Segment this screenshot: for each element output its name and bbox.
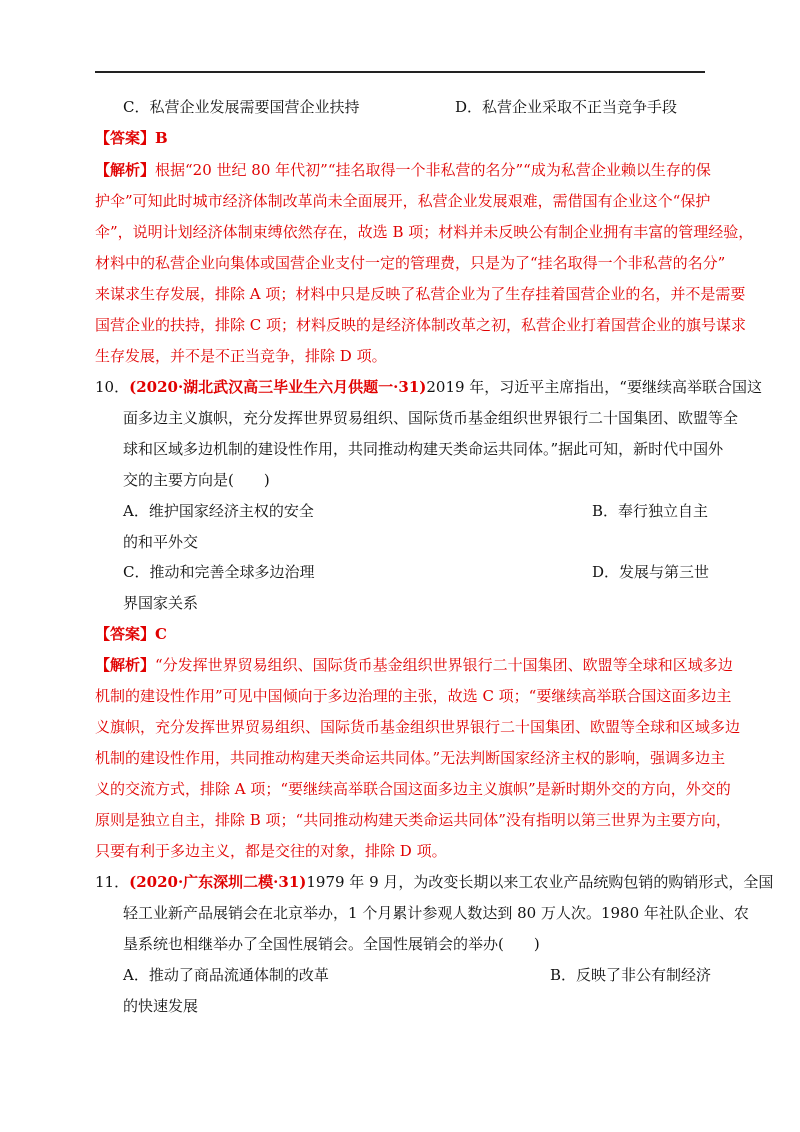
q10-analysis-line: 只要有利于多边主义，都是交往的对象，排除 D 项。 xyxy=(95,842,447,860)
q10-answer xyxy=(95,624,167,644)
q10-option-d: D．发展与第三世 xyxy=(592,563,710,581)
question-source: (2020·广东深圳二模·31) xyxy=(129,873,307,891)
q11-option-b-cont: 的快速发展 xyxy=(123,997,199,1015)
q11-stem-line: 轻工业新产品展销会在北京举办，1 个月累计参观人数达到 80 万人次。1980 年社队企业、农 xyxy=(123,904,749,922)
q10-analysis-line: 机制的建设性作用，共同推动构建天类命运共同体。”无法判断国家经济主权的影响，强调多边主 xyxy=(95,749,726,767)
q10-stem-line: 交的主要方向是( ) xyxy=(123,471,270,489)
q10-stem-line: 面多边主义旗帜，充分发挥世界贸易组织、国际货币基金组织世界银行二十国集团、欧盟等全 xyxy=(123,409,739,427)
answer-tag: 【答案】 xyxy=(95,625,156,643)
q11-stem-line: 垦系统也相继举办了全国性展销会。全国性展销会的举办( ) xyxy=(123,935,540,953)
q10-analysis-line: 机制的建设性作用”可见中国倾向于多边治理的主张，故选 C 项；“要继续高举联合国这面多边主 xyxy=(95,687,732,705)
prev-analysis-line: 生存发展，并不是不正当竞争，排除 D 项。 xyxy=(95,347,387,365)
question-number: 10． xyxy=(95,378,130,396)
q10-option-a: A．维护国家经济主权的安全 xyxy=(123,502,314,520)
prev-analysis-line: 材料中的私营企业向集体或国营企业支付一定的管理费，只是为了“挂名取得一个非私营的名分” xyxy=(95,254,726,272)
q11-stem-line xyxy=(95,872,773,892)
analysis-tag: 【解析】 xyxy=(95,656,156,674)
q10-stem-line: 球和区域多边机制的建设性作用，共同推动构建天类命运共同体。”据此可知，新时代中国外 xyxy=(123,440,724,458)
q10-option-b-cont: 的和平外交 xyxy=(123,533,199,551)
prev-analysis-line: 护伞”可知此时城市经济体制改革尚未全面展开，私营企业发展艰难，需借国有企业这个“保护 xyxy=(95,192,711,210)
q10-analysis-line: 义旗帜，充分发挥世界贸易组织、国际货币基金组织世界银行二十国集团、欧盟等全球和区域多边 xyxy=(95,718,741,736)
q10-option-c: C．推动和完善全球多边治理 xyxy=(123,563,315,581)
question-number: 11． xyxy=(95,873,130,891)
question-source: (2020·湖北武汉高三毕业生六月供题一·31) xyxy=(129,378,427,396)
q11-option-a: A．推动了商品流通体制的改革 xyxy=(123,966,329,984)
answer-value: C xyxy=(155,625,167,643)
q10-option-d-cont: 界国家关系 xyxy=(123,594,199,612)
header-rule xyxy=(95,71,705,73)
q11-option-b: B．反映了非公有制经济 xyxy=(550,966,712,984)
q10-option-b: B．奉行独立自主 xyxy=(592,502,709,520)
q10-stem-line xyxy=(95,377,762,397)
q10-analysis-line: 原则是独立自主，排除 B 项；“共同推动构建天类命运共同体”没有指明以第三世界为主要方向， xyxy=(95,811,731,829)
answer-value: B xyxy=(155,129,168,147)
stem-text: 1979 年 9 月，为改变长期以来工农业产品统购包销的购销形式，全国 xyxy=(306,873,774,891)
analysis-text: “分发挥世界贸易组织、国际货币基金组织世界银行二十国集团、欧盟等全球和区域多边 xyxy=(155,656,733,674)
prev-analysis-line: 来谋求生存发展，排除 A 项；材料中只是反映了私营企业为了生存挂着国营企业的名，并不是需要 xyxy=(95,285,746,303)
q10-analysis-line xyxy=(95,655,733,675)
stem-text: 2019 年，习近平主席指出，“要继续高举联合国这 xyxy=(426,378,762,396)
answer-tag: 【答案】 xyxy=(95,129,156,147)
prev-analysis-line xyxy=(95,160,711,180)
prev-option-d: D．私营企业采取不正当竞争手段 xyxy=(455,98,678,116)
prev-analysis-line: 国营企业的扶持，排除 C 项；材料反映的是经济体制改革之初，私营企业打着国营企业的旗号谋求 xyxy=(95,316,747,334)
analysis-tag: 【解析】 xyxy=(95,161,156,179)
prev-analysis-line: 伞”，说明计划经济体制束缚依然存在，故选 B 项；材料并未反映公有制企业拥有丰富的管理经验， xyxy=(95,223,754,241)
prev-option-c: C．私营企业发展需要国营企业扶持 xyxy=(123,98,360,116)
q10-analysis-line: 义的交流方式，排除 A 项；“要继续高举联合国这面多边主义旗帜”是新时期外交的方向，外交的 xyxy=(95,780,731,798)
analysis-text: 根据“20 世纪 80 年代初”“挂名取得一个非私营的名分”“成为私营企业赖以生存的保 xyxy=(155,161,711,179)
prev-answer xyxy=(95,128,168,148)
